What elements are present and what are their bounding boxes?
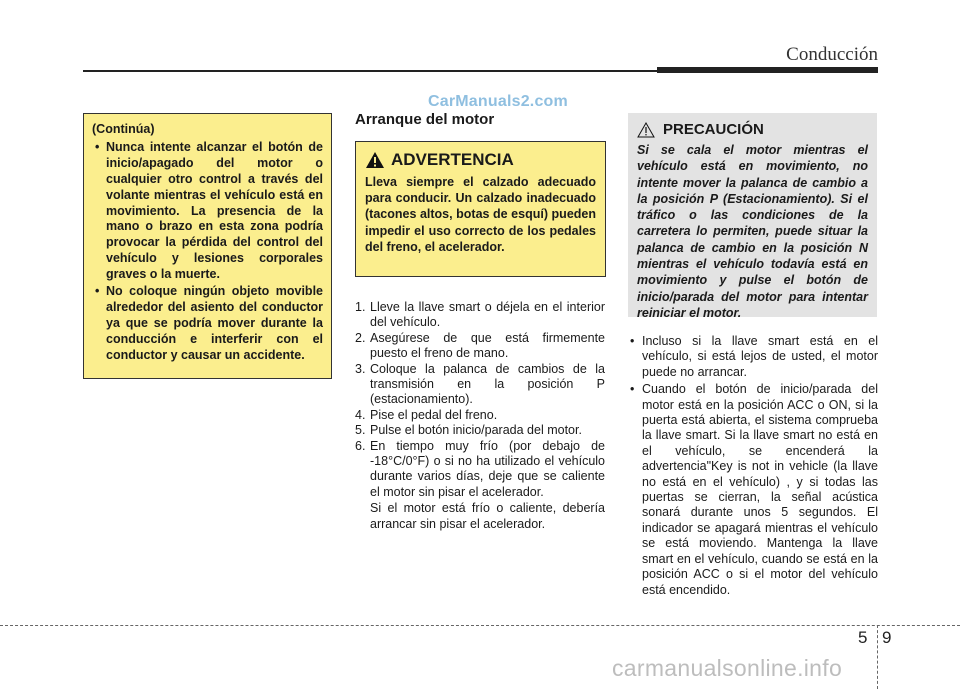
smart-key-notes bbox=[628, 334, 878, 600]
step-item bbox=[355, 439, 605, 501]
footer-divider bbox=[877, 625, 878, 689]
step-number: 3. bbox=[355, 361, 366, 376]
list-item: • No coloque ningún objeto movible alrededor del asiento del conductor ya que se podría mover durante la conducción e interferir con el conductor y causar un accidente. bbox=[92, 284, 323, 364]
step-item bbox=[355, 300, 605, 331]
caution-box bbox=[628, 113, 877, 320]
step-text: Lleve la llave smart o déjela en el interior del vehículo. bbox=[370, 300, 605, 330]
step-item bbox=[355, 408, 605, 423]
warning-box bbox=[355, 141, 606, 277]
caution-text: Si se cala el motor mientras el vehículo está en movimiento, no intente mover la palanca de cambio a la posición P (Estacionamiento). Si el tráfico o las condiciones de la carretera lo permiten, puede situar la palanca de cambio en la posición N mientras el vehículo todavía está en movimiento y pulse el botón de inicio/parada del motor para intentar reiniciar el motor. bbox=[637, 143, 868, 320]
step-number: 2. bbox=[355, 330, 366, 345]
start-steps bbox=[355, 300, 605, 532]
continued-warning-box bbox=[83, 113, 332, 379]
step-text: Pise el pedal del freno. bbox=[370, 407, 498, 422]
step-number: 1. bbox=[355, 300, 366, 314]
list-item: • Nunca intente alcanzar el botón de inicio/apagado del motor o cualquier otro control a través del volante mientras el vehículo está en movimiento. La presencia de la mano o brazo en esta zona podría provocar la pérdida del control del vehículo y lesiones corporales graves o la muerte. bbox=[92, 140, 323, 283]
step-number: 5. bbox=[355, 423, 366, 438]
page-number: 9 bbox=[882, 628, 892, 647]
warning-header bbox=[365, 150, 596, 170]
header-rule-thick bbox=[657, 67, 878, 73]
list-item: • Cuando el botón de inicio/parada del motor está en la posición ACC o ON, si la puerta está abierta, el sistema comprueba la llave smart. Si la llave smart no está en el vehículo, se encenderá la advertencia"Key is not in vehicle (la llave no está en el vehículo) , y si todas las puertas se cierran, la señal acústica sonará durante unos 5 segundos. El indicador se apagará mientras el vehículo se está moviendo. Mantenga la llave smart en el vehículo, cuando se está en la posición ACC o si el motor del vehículo está encendido. bbox=[628, 382, 878, 598]
step-text: Pulse el botón inicio/parada del motor. bbox=[370, 423, 582, 438]
step-item bbox=[355, 331, 605, 362]
step-item bbox=[355, 362, 605, 408]
footer-rule bbox=[0, 625, 960, 626]
continued-label: (Continúa) bbox=[92, 122, 155, 136]
watermark-bottom: carmanualsonline.info bbox=[612, 655, 843, 681]
notes-list bbox=[628, 334, 878, 598]
continued-list bbox=[92, 140, 323, 364]
steps-list bbox=[355, 300, 605, 500]
warning-title: ADVERTENCIA bbox=[391, 150, 514, 169]
list-item: • Incluso si la llave smart está en el vehículo, si está lejos de usted, el motor puede no arrancar. bbox=[628, 334, 878, 380]
chapter-title: Conducción bbox=[786, 44, 878, 65]
step-number: 4. bbox=[355, 407, 366, 422]
page-section-number: 5 bbox=[858, 628, 868, 647]
caution-header bbox=[637, 121, 868, 138]
steps-note: Si el motor está frío o caliente, debería arrancar sin pisar el acelerador. bbox=[370, 501, 605, 531]
warning-text: Lleva siempre el calzado adecuado para conducir. Un calzado inadecuado (tacones altos, botas de esquí) pueden impedir el uso correcto de los pedales del freno, el acelerador. bbox=[365, 175, 596, 254]
section-title: Arranque del motor bbox=[355, 111, 495, 128]
step-text: En tiempo muy frío (por debajo de -18°C/0°F) o si no ha utilizado el vehículo durante varios días, deje que se caliente el motor sin pisar el acelerador. bbox=[370, 438, 605, 499]
caution-title: PRECAUCIÓN bbox=[663, 121, 764, 138]
watermark-top: CarManuals2.com bbox=[428, 93, 568, 110]
warning-triangle-icon bbox=[365, 151, 385, 169]
step-number: 6. bbox=[355, 438, 366, 453]
caution-triangle-icon bbox=[637, 122, 655, 138]
step-text: Coloque la palanca de cambios de la transmisión en la posición P (estacionamiento). bbox=[370, 361, 605, 407]
step-item bbox=[355, 423, 605, 438]
header-rule bbox=[83, 70, 657, 72]
step-text: Asegúrese de que está firmemente puesto el freno de mano. bbox=[370, 330, 605, 361]
